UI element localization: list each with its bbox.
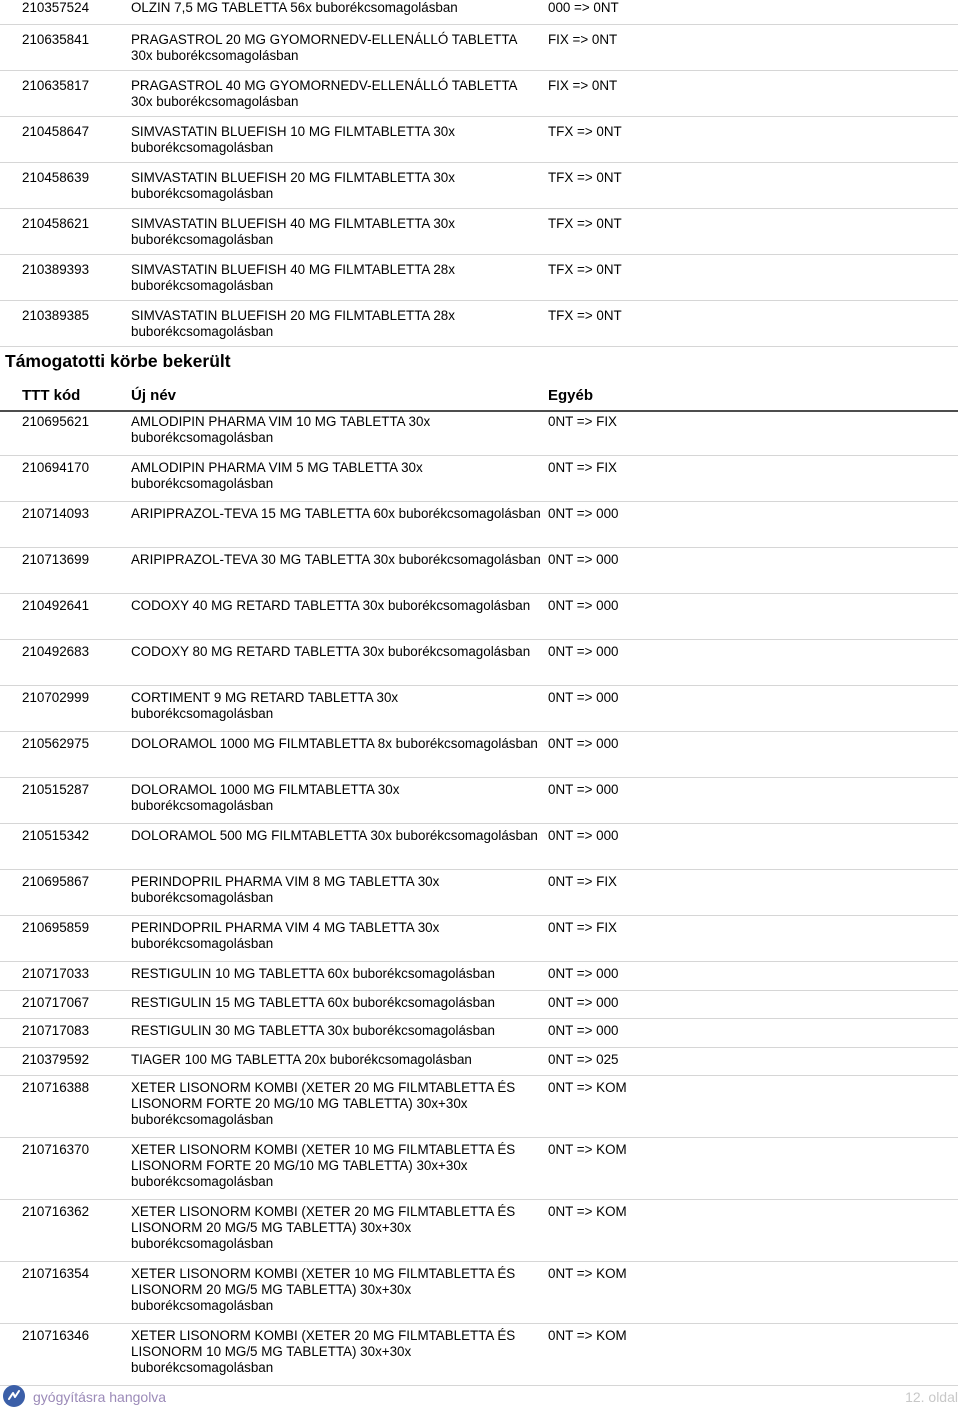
cell-other: TFX => 0NT — [548, 216, 622, 231]
cell-code: 210716370 — [22, 1142, 90, 1157]
cell-other: 0NT => 000 — [548, 966, 619, 981]
header-other: Egyéb — [548, 387, 594, 404]
cell-other: 0NT => 000 — [548, 644, 619, 659]
cell-code: 210695621 — [22, 414, 90, 429]
cell-other: 000 => 0NT — [548, 0, 619, 15]
cell-name: OLZIN 7,5 MG TABLETTA 56x buborékcsomagolásban — [131, 0, 458, 15]
cell-code: 210357524 — [22, 0, 90, 15]
cell-other: 0NT => 000 — [548, 690, 619, 705]
cell-name: DOLORAMOL 1000 MG FILMTABLETTA 8x buborékcsomagolásban — [131, 736, 538, 751]
table-row — [0, 1019, 958, 1048]
cell-other: 0NT => 000 — [548, 994, 619, 1010]
cell-code: 210717083 — [22, 1023, 90, 1038]
cell-other: 0NT => KOM — [548, 1328, 627, 1343]
cell-name: ARIPIPRAZOL-TEVA 15 MG TABLETTA 60x buborékcsomagolásban — [131, 506, 541, 521]
page-number: 12. oldal — [905, 1389, 958, 1405]
cell-other: 0NT => FIX — [548, 920, 617, 935]
table-row — [0, 1262, 958, 1324]
cell-code: 210635817 — [22, 78, 90, 93]
cell-code: 210702999 — [22, 690, 90, 705]
cell-other: FIX => 0NT — [548, 32, 618, 47]
cell-name: SIMVASTATIN BLUEFISH 40 MG FILMTABLETTA 30x buborékcsomagolásban — [131, 216, 455, 247]
cell-name: TIAGER 100 MG TABLETTA 20x buborékcsomagolásban — [131, 1051, 472, 1067]
cell-code: 210635841 — [22, 32, 90, 47]
table-row — [0, 548, 958, 594]
cell-name: PRAGASTROL 20 MG GYOMORNEDV-ELLENÁLLÓ TABLETTA 30x buborékcsomagolásban — [131, 32, 517, 63]
cell-name: XETER LISONORM KOMBI (XETER 20 MG FILMTABLETTA ÉS LISONORM 20 MG/5 MG TABLETTA) 30x+30x buborékcsomagolásban — [131, 1204, 516, 1251]
cell-other: 0NT => 025 — [548, 1051, 619, 1067]
table-header-row — [0, 386, 958, 412]
cell-code: 210714093 — [22, 506, 90, 521]
cell-code: 210458639 — [22, 170, 90, 185]
table-row — [0, 456, 958, 502]
cell-name: CORTIMENT 9 MG RETARD TABLETTA 30x buborékcsomagolásban — [131, 690, 399, 721]
table-row — [0, 71, 958, 117]
cell-other: TFX => 0NT — [548, 308, 622, 323]
cell-other: TFX => 0NT — [548, 170, 622, 185]
table-row — [0, 778, 958, 824]
table-row — [0, 255, 958, 301]
table-row — [0, 301, 958, 347]
cell-other: 0NT => 000 — [548, 506, 619, 521]
cell-code: 210717033 — [22, 966, 90, 981]
cell-name: DOLORAMOL 500 MG FILMTABLETTA 30x buborékcsomagolásban — [131, 828, 538, 843]
cell-other: 0NT => 000 — [548, 828, 619, 843]
cell-name: XETER LISONORM KOMBI (XETER 10 MG FILMTABLETTA ÉS LISONORM 20 MG/5 MG TABLETTA) 30x+30x buborékcsomagolásban — [131, 1266, 516, 1313]
table-row — [0, 502, 958, 548]
cell-name: SIMVASTATIN BLUEFISH 20 MG FILMTABLETTA 28x buborékcsomagolásban — [131, 308, 455, 339]
discontinued-products-table — [0, 0, 958, 347]
table-row — [0, 962, 958, 991]
cell-code: 210717067 — [22, 994, 90, 1010]
cell-other: 0NT => 000 — [548, 598, 619, 613]
table-row — [0, 1324, 958, 1386]
table-row — [0, 640, 958, 686]
cell-name: PERINDOPRIL PHARMA VIM 8 MG TABLETTA 30x buborékcsomagolásban — [131, 874, 440, 905]
cell-code: 210458647 — [22, 124, 90, 139]
new-products-table — [0, 410, 958, 1386]
cell-name: AMLODIPIN PHARMA VIM 5 MG TABLETTA 30x buborékcsomagolásban — [131, 460, 423, 491]
cell-name: RESTIGULIN 15 MG TABLETTA 60x buborékcsomagolásban — [131, 994, 495, 1010]
cell-other: 0NT => FIX — [548, 874, 617, 889]
table-row — [0, 732, 958, 778]
table-row — [0, 916, 958, 962]
footer-brand: gyógyításra hangolva — [33, 1389, 167, 1405]
page-footer — [0, 1382, 960, 1416]
table-row — [0, 1048, 958, 1077]
cell-other: 0NT => FIX — [548, 460, 617, 475]
table-row — [0, 870, 958, 916]
cell-other: TFX => 0NT — [548, 124, 622, 139]
cell-code: 210389385 — [22, 308, 90, 323]
cell-name: PERINDOPRIL PHARMA VIM 4 MG TABLETTA 30x buborékcsomagolásban — [131, 920, 440, 951]
cell-name: DOLORAMOL 1000 MG FILMTABLETTA 30x buborékcsomagolásban — [131, 782, 400, 813]
cell-code: 210515287 — [22, 782, 90, 797]
table-row — [0, 824, 958, 870]
cell-code: 210713699 — [22, 552, 90, 567]
table-row — [0, 25, 958, 71]
header-code: TTT kód — [22, 387, 81, 404]
section-title: Támogatotti körbe bekerült — [5, 351, 231, 371]
cell-code: 210379592 — [22, 1051, 90, 1067]
cell-code: 210694170 — [22, 460, 90, 475]
cell-code: 210716388 — [22, 1080, 90, 1095]
table-row — [0, 0, 958, 25]
cell-code: 210716354 — [22, 1266, 90, 1281]
cell-other: 0NT => KOM — [548, 1080, 627, 1095]
cell-name: XETER LISONORM KOMBI (XETER 20 MG FILMTABLETTA ÉS LISONORM 10 MG/5 MG TABLETTA) 30x+30x buborékcsomagolásban — [131, 1328, 516, 1375]
cell-code: 210716346 — [22, 1328, 90, 1343]
cell-other: 0NT => KOM — [548, 1142, 627, 1157]
cell-code: 210492641 — [22, 598, 90, 613]
cell-code: 210515342 — [22, 828, 90, 843]
cell-name: SIMVASTATIN BLUEFISH 10 MG FILMTABLETTA 30x buborékcsomagolásban — [131, 124, 455, 155]
table-row — [0, 1138, 958, 1200]
cell-code: 210492683 — [22, 644, 90, 659]
table-row — [0, 686, 958, 732]
cell-code: 210716362 — [22, 1204, 90, 1219]
cell-code: 210562975 — [22, 736, 90, 751]
cell-name: ARIPIPRAZOL-TEVA 30 MG TABLETTA 30x buborékcsomagolásban — [131, 552, 541, 567]
cell-other: 0NT => KOM — [548, 1266, 627, 1281]
cell-name: CODOXY 40 MG RETARD TABLETTA 30x buborékcsomagolásban — [131, 598, 531, 613]
cell-name: RESTIGULIN 30 MG TABLETTA 30x buborékcsomagolásban — [131, 1023, 495, 1038]
table-row — [0, 209, 958, 255]
table-row — [0, 163, 958, 209]
table-row — [0, 410, 958, 456]
cell-name: AMLODIPIN PHARMA VIM 10 MG TABLETTA 30x buborékcsomagolásban — [131, 414, 431, 445]
table-row — [0, 594, 958, 640]
cell-other: 0NT => KOM — [548, 1204, 627, 1219]
cell-code: 210389393 — [22, 262, 90, 277]
brand-logo-icon — [2, 1384, 26, 1408]
cell-name: SIMVASTATIN BLUEFISH 20 MG FILMTABLETTA 30x buborékcsomagolásban — [131, 170, 455, 201]
cell-other: 0NT => 000 — [548, 552, 619, 567]
table-row — [0, 1200, 958, 1262]
cell-name: XETER LISONORM KOMBI (XETER 10 MG FILMTABLETTA ÉS LISONORM FORTE 20 MG/10 MG TABLETTA) 30x+30x buborékcsomagolásban — [131, 1142, 516, 1189]
header-name: Új név — [131, 387, 177, 404]
cell-other: 0NT => FIX — [548, 414, 617, 429]
cell-other: TFX => 0NT — [548, 262, 622, 277]
cell-name: SIMVASTATIN BLUEFISH 40 MG FILMTABLETTA 28x buborékcsomagolásban — [131, 262, 455, 293]
table-row — [0, 1076, 958, 1138]
cell-code: 210458621 — [22, 216, 90, 231]
cell-name: XETER LISONORM KOMBI (XETER 20 MG FILMTABLETTA ÉS LISONORM FORTE 20 MG/10 MG TABLETTA) 30x+30x buborékcsomagolásban — [131, 1080, 516, 1127]
cell-code: 210695867 — [22, 874, 90, 889]
cell-other: FIX => 0NT — [548, 78, 618, 93]
table-row — [0, 117, 958, 163]
cell-name: RESTIGULIN 10 MG TABLETTA 60x buborékcsomagolásban — [131, 966, 495, 981]
cell-other: 0NT => 000 — [548, 782, 619, 797]
cell-other: 0NT => 000 — [548, 736, 619, 751]
table-row — [0, 991, 958, 1020]
cell-other: 0NT => 000 — [548, 1023, 619, 1038]
cell-name: PRAGASTROL 40 MG GYOMORNEDV-ELLENÁLLÓ TABLETTA 30x buborékcsomagolásban — [131, 78, 517, 109]
cell-name: CODOXY 80 MG RETARD TABLETTA 30x buborékcsomagolásban — [131, 644, 531, 659]
cell-code: 210695859 — [22, 920, 90, 935]
